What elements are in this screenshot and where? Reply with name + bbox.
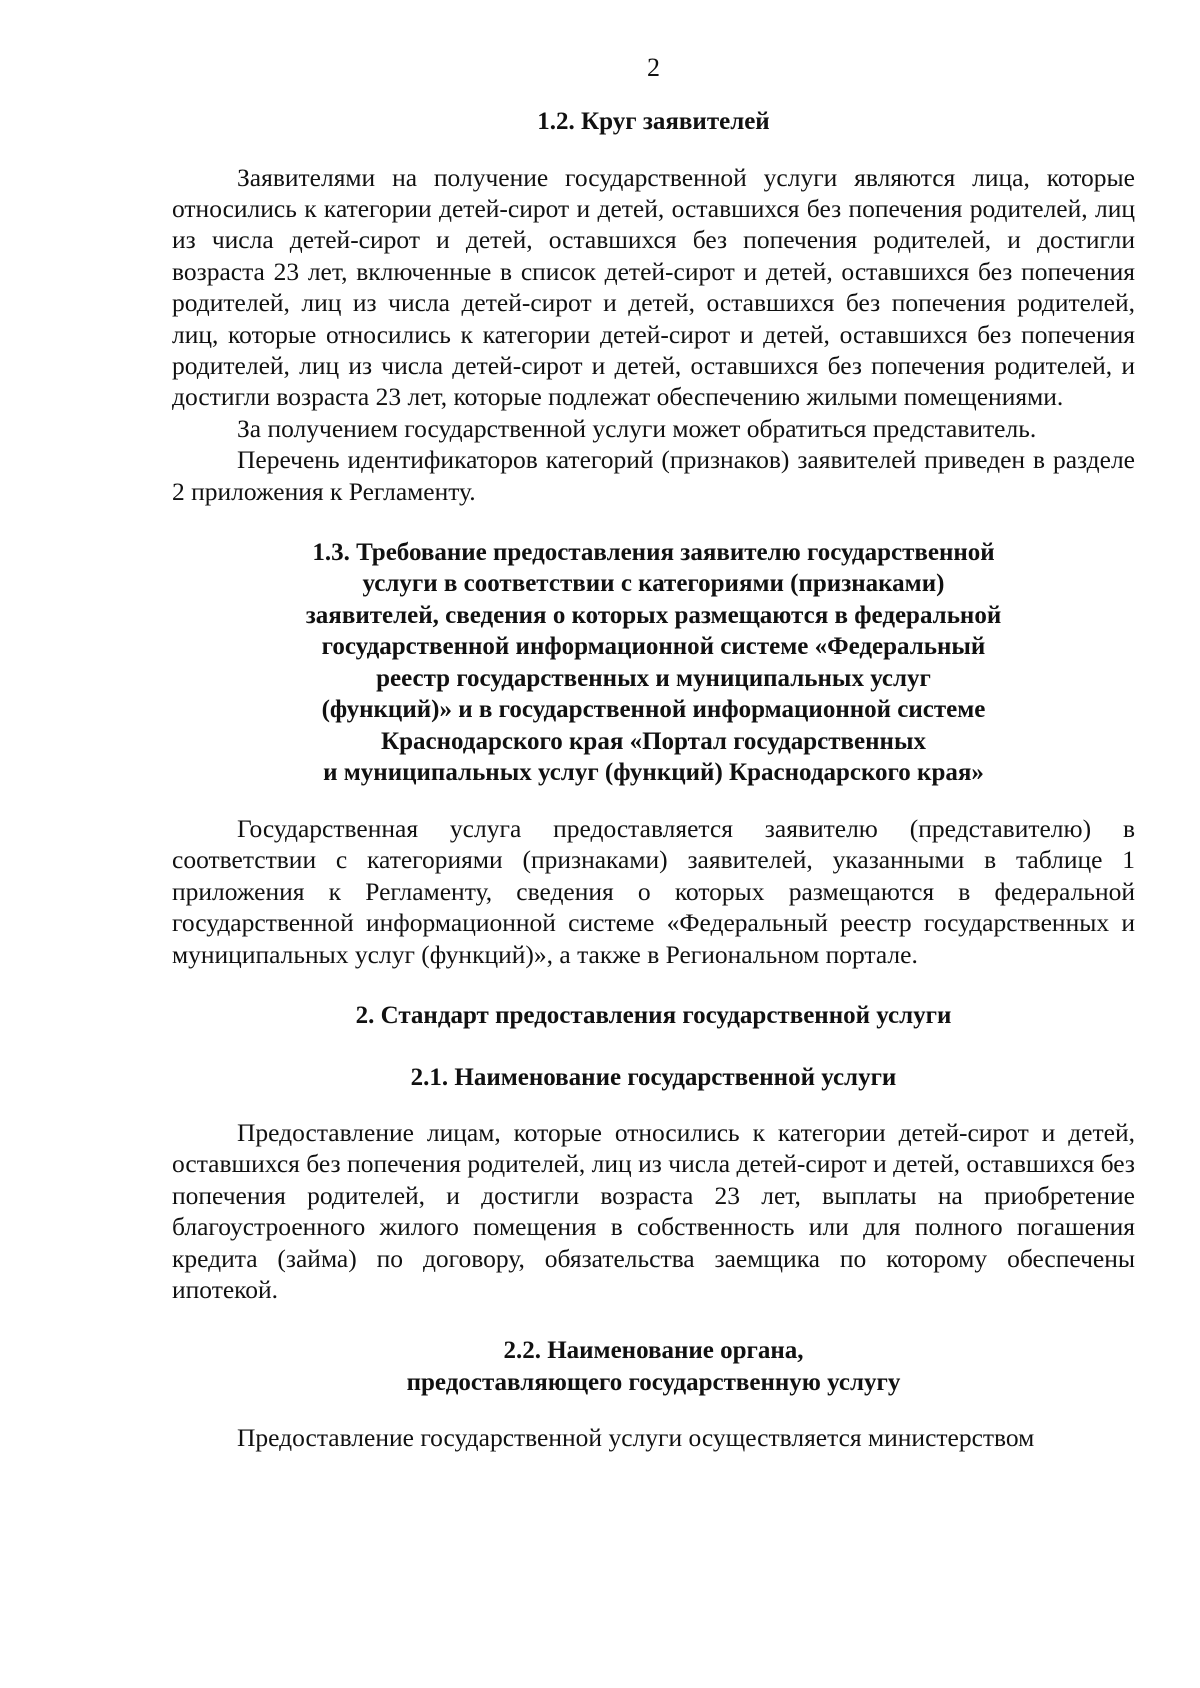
document-page	[172, 52, 1135, 1454]
paragraph-identifiers: Перечень идентификаторов категорий (признаков) заявителей приведен в разделе 2 приложения к Регламенту.	[172, 445, 1135, 506]
heading-line: 2.2. Наименование органа,	[503, 1337, 804, 1365]
heading-line: реестр государственных и муниципальных услуг	[376, 664, 931, 692]
heading-line: предоставляющего государственную услугу	[406, 1368, 901, 1396]
paragraph-service-name: Предоставление лицам, которые относились к категории детей-сирот и детей, оставшихся без попечения родителей, лиц из числа детей-сирот и детей, оставшихся без попечения родителей, и достигли возраста 23 лет, выплаты на приобретение благоустроенного жилого помещения в собственность или для полного погашения кредита (займа) по договору, обязательства заемщика по которому обеспечены ипотекой.	[172, 1118, 1135, 1305]
section-heading-2: 2. Стандарт предоставления государственной услуги	[355, 1002, 952, 1029]
paragraph-applicants: Заявителями на получение государственной услуги являются лица, которые относились к категории детей-сирот и детей, оставшихся без попечения родителей, лиц из числа детей-сирот и детей, оставшихся без попечения родителей, и достигли возраста 23 лет, включенные в список детей-сирот и детей, оставшихся без попечения родителей, лиц из числа детей-сирот и детей, оставшихся без попечения родителей, лиц, которые относились к категории детей-сирот и детей, оставшихся без попечения родителей, лиц из числа детей-сирот и детей, оставшихся без попечения родителей, и достигли возраста 23 лет, которые подлежат обеспечению жилыми помещениями.	[172, 162, 1135, 412]
section-heading-2-1: 2.1. Наименование государственной услуги	[410, 1063, 897, 1091]
heading-line: услуги в соответствии с категориями (признаками)	[362, 570, 945, 598]
heading-line: 1.3. Требование предоставления заявителю государственной	[312, 538, 995, 566]
heading-line: (функций)» и в государственной информационной системе	[321, 696, 986, 724]
section-heading-1-2: 1.2. Круг заявителей	[537, 108, 770, 135]
paragraph-service-provision: Государственная услуга предоставляется заявителю (представителю) в соответствии с категориями (признаками) заявителей, указанными в таблице 1 приложения к Регламенту, сведения о которых размещаются в федеральной государственной информационной системе «Федеральный реестр государственных и муниципальных услуг (функций)», а также в Региональном портале.	[172, 813, 1135, 969]
heading-line: заявителей, сведения о которых размещаются в федеральной	[305, 601, 1002, 629]
page-number: 2	[647, 53, 660, 82]
heading-line: и муниципальных услуг (функций) Краснодарского края»	[323, 759, 984, 787]
heading-line: Краснодарского края «Портал государственных	[381, 727, 926, 755]
section-heading-1-3	[172, 537, 1135, 789]
heading-line: государственной информационной системе «Федеральный	[321, 633, 986, 661]
section-heading-2-2	[172, 1335, 1135, 1398]
paragraph-representative: За получением государственной услуги может обратиться представитель.	[237, 413, 1037, 443]
paragraph-authority: Предоставление государственной услуги осуществляется министерством	[237, 1423, 1035, 1453]
